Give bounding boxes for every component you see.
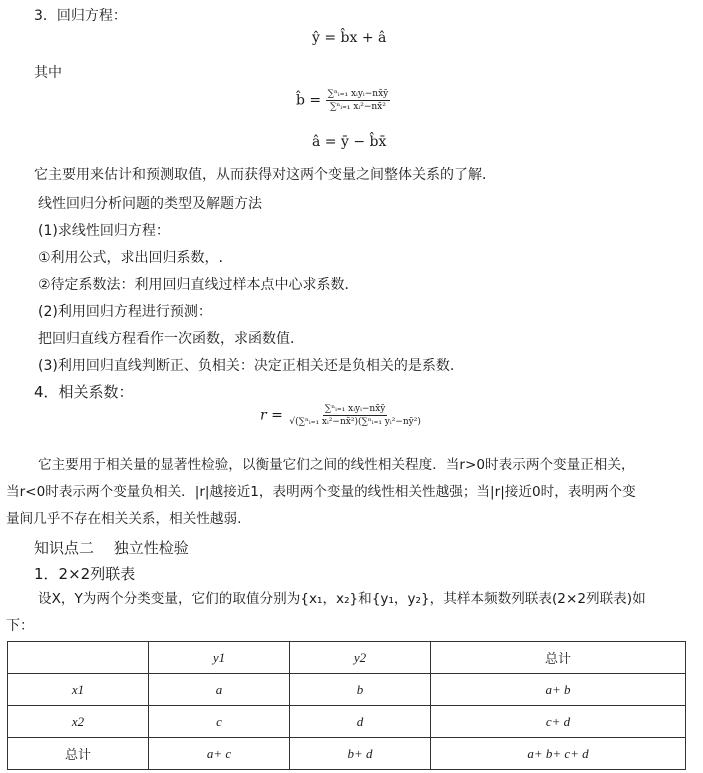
- r-formula-numerator: ∑ⁿᵢ₌₁ xᵢyᵢ−nx̄ȳ: [324, 404, 386, 414]
- table-row-label: x1: [8, 674, 149, 706]
- table-row-label: 总计: [8, 738, 149, 770]
- types-title: 线性回归分析问题的类型及解题方法: [38, 196, 262, 212]
- table-row-label: x2: [8, 706, 149, 738]
- correlation-paragraph-line-3: 量间几乎不存在相关关系，相关性越弱.: [6, 511, 242, 527]
- b-formula-fraction: [326, 89, 391, 112]
- list-line-4: (2)利用回归方程进行预测：: [38, 304, 212, 320]
- r-formula-fraction: [287, 404, 423, 427]
- list-line-5: 把回归直线方程看作一次函数，求函数值．: [38, 331, 304, 347]
- b-formula: [296, 89, 390, 112]
- b-formula-lhs: b̂ =: [296, 92, 322, 109]
- table-cell: b: [290, 674, 431, 706]
- list-line-1: (1)求线性回归方程：: [38, 223, 170, 239]
- list-line-2: ①利用公式，求出回归系数，.: [38, 250, 224, 266]
- a-formula: â = ȳ − b̂x̄: [312, 134, 387, 150]
- table-header-cell: y1: [149, 642, 290, 674]
- r-formula-lhs: r =: [260, 407, 283, 424]
- section-1-title: 1．2×2列联表: [34, 565, 136, 583]
- table-header-cell: 总计: [431, 642, 686, 674]
- correlation-paragraph-line-1: 它主要用于相关量的显著性检验，以衡量它们之间的线性相关程度．当r>0时表示两个变量正相关，: [38, 457, 635, 473]
- list-line-6: (3)利用回归直线判断正、负相关：决定正相关还是负相关的是系数.: [38, 358, 455, 374]
- section-4-title: 4．相关系数：: [34, 383, 134, 401]
- correlation-paragraph-line-2: 当r<0时表示两个变量负相关．|r|越接近1，表明两个变量的线性相关性越强；当|r|接近0时，表明两个变: [6, 484, 636, 500]
- b-formula-denominator: ∑ⁿᵢ₌₁ xᵢ²−nx̄²: [329, 102, 386, 112]
- table-cell: a: [149, 674, 290, 706]
- table-header-row: [8, 642, 686, 674]
- table-cell: a+ b: [431, 674, 686, 706]
- contingency-table: [7, 641, 686, 770]
- section-3-title: 3．回归方程：: [34, 8, 127, 24]
- table-intro-line-2: 下：: [6, 618, 34, 634]
- table-row: [8, 738, 686, 770]
- table-cell: c+ d: [431, 706, 686, 738]
- list-line-3: ②待定系数法：利用回归直线过样本点中心求系数．: [38, 277, 359, 293]
- table-row: [8, 674, 686, 706]
- qizhong-label: 其中: [34, 65, 62, 81]
- table-row: [8, 706, 686, 738]
- b-formula-numerator: ∑ⁿᵢ₌₁ xᵢyᵢ−nx̄ȳ: [327, 89, 389, 99]
- knowledge-point-2-heading: 知识点二 独立性检验: [34, 539, 189, 557]
- usage-text-1: 它主要用来估计和预测取值，从而获得对这两个变量之间整体关系的了解．: [34, 167, 496, 183]
- table-cell: a+ b+ c+ d: [431, 738, 686, 770]
- table-cell: a+ c: [149, 738, 290, 770]
- table-cell: d: [290, 706, 431, 738]
- table-cell: b+ d: [290, 738, 431, 770]
- r-formula-denominator: √(∑ⁿᵢ₌₁ xᵢ²−nx̄²)(∑ⁿᵢ₌₁ yᵢ²−nȳ²): [289, 417, 421, 427]
- table-cell: c: [149, 706, 290, 738]
- table-intro-line-1: 设X，Y为两个分类变量，它们的取值分别为{x₁，x₂}和{y₁，y₂}，其样本频数列联表(2×2列联表)如: [38, 591, 646, 607]
- table-header-cell: y2: [290, 642, 431, 674]
- r-formula: [260, 404, 423, 427]
- regression-equation: ŷ = b̂x + â: [312, 30, 387, 46]
- table-header-cell: [8, 642, 149, 674]
